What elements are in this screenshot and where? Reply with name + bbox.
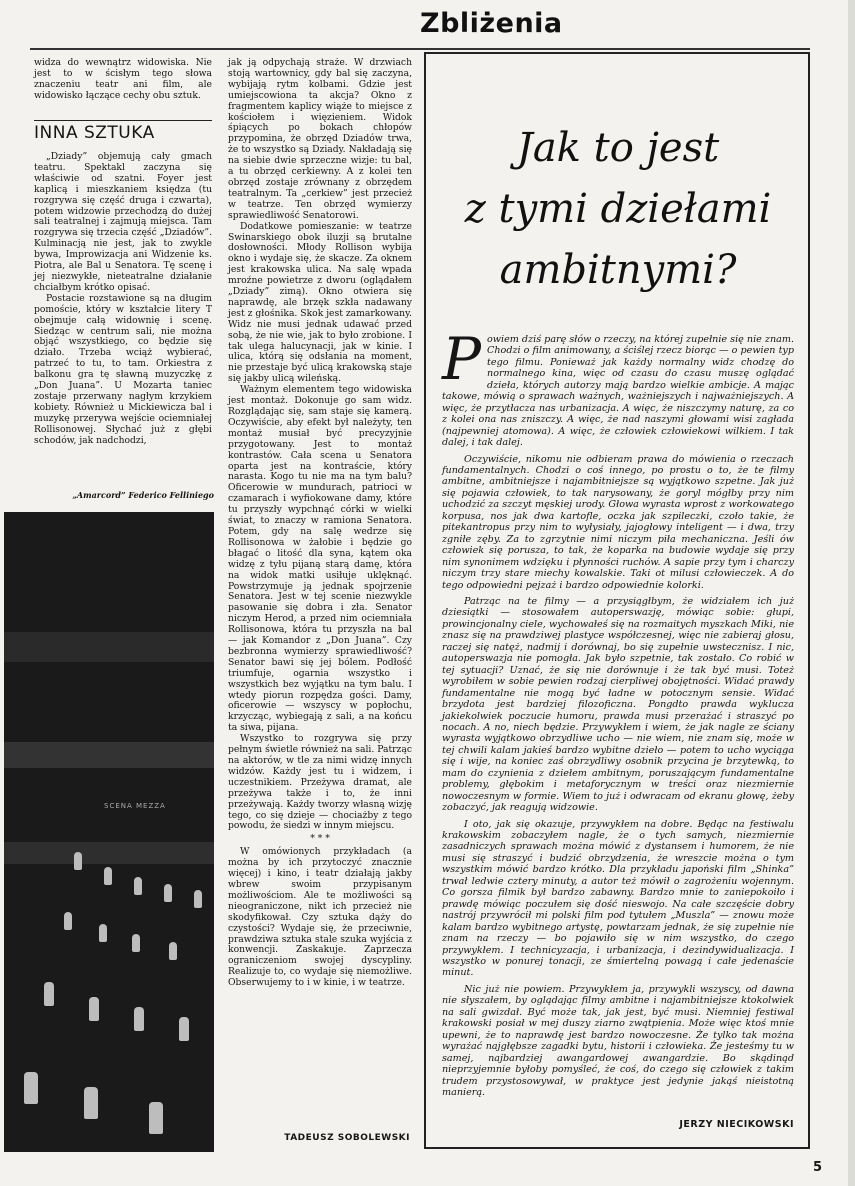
masthead: Zbliżenia <box>420 8 563 39</box>
paragraph-text: owiem dziś parę słów o rzeczy, na której zupełnie się nie znam. Chodzi o film animowany, a ściślej rzecz biorąc — o pewien typ tego filmu. Ponieważ jak każdy normalny widz chodzę do normalnego kina, więc od czasu do czasu muszę oglądać dzieła, których autorzy mają bardzo wielkie ambicje. A mając takowe, mówią o sprawach ważnych, ważniejszych i najważniejszych. A więc, że przytłacza nas urbanizacja. A więc, że niszczymy naturę, za co z kolei ona nas zniszczy. A więc, że nad naszymi głowami wisi zagłada (najpewniej atomowa). A więc, że człowiek człowiekowi wilkiem. I tak dalej, i tak dalej. <box>442 334 794 449</box>
title-line: ambitnymi? <box>499 247 737 293</box>
paragraph: Ważnym elementem tego widowiska jest montaż. Dokonuje go sam widz. Rozglądając się, sam staje się kamerą. Oczywiście, aby efekt był należyty, ten montaż musiał być precyzyjnie przygotowany. Jest to montaż kontrastów. Cała scena u Senatora oparta jest na kontraście, który narasta. Kogo tu nie ma na tym balu? Oficerowie w mundurach, patrioci w czamarach i wyfiokowane damy, które tu przyszły wypchnąć córki w wielki świat, to znaczy w ramiona Senatora. Potem, gdy na salę wedrze się Rollisonowa w żałobie i będzie go błagać o litość dla syna, kątem oka widzę z tyłu pijaną starą damę, która na widok matki usiłuje uklęknąć. Powstrzymuje ją jednak spojrzenie Senatora. Jest w tej scenie niezwykle pasowanie się dobra i zła. Senator niczym Herod, a przed nim ociemniała Rollisonowa, która tu przyszła na bal — jak Komandor z „Don Juana”. Czy bezbronna wymierzy sprawiedliwość? Senator bawi się jej bólem. Podłość triumfuje, ogarnia wszystko i wszystkich bez wyjątku na tym balu. I wtedy piorun rozpędza gości. Damy, oficerowie — wszyscy w popłochu, krzycząc, wybiegają z sali, a na końcu ta siwa, pijana. <box>228 384 412 734</box>
seat <box>194 890 202 908</box>
seat <box>164 884 172 902</box>
seat <box>24 1072 38 1104</box>
seat <box>74 852 82 870</box>
theatre-photo <box>4 512 214 1152</box>
paragraph: Oczywiście, nikomu nie odbieram prawa do mówienia o rzeczach fundamentalnych. Chodzi o coś innego, po prostu o to, że te filmy ambitne, ambitniejsze i najambitniejsze są wyjątkowo szpetne. Jak już się pojawia człowiek, to tak narysowany, że goryl mógłby przy nim uchodzić za szczyt męskiej urody. Głowa wyrasta wprost z workowatego korpusa, nos jak dwa kartofle, oczka jak szpileczki, czoło takie, że pitekantropus przy nim to wyłysiały, jajogłowy inteligent — i dwa, trzy zgniłe zęby. Za to zgrzytnie nimi niczym piła mechaniczna. Jeśli ów człowiek się porusza, to tak, że koparka na budowie wydaje się przy nim synonimem wdzięku i płynności ruchów. A sapie przy tym i charczy niczym trzy stare miechy kowalskie. Taki ot milusi człowieczek. A do tego odpowiedni pejzaż i bardzo odpowiednie kolorki. <box>442 453 794 591</box>
section-heading: INNA SZTUKA <box>34 120 212 143</box>
seat <box>132 934 140 952</box>
author-signature: TADEUSZ SOBOLEWSKI <box>284 1133 410 1143</box>
seat <box>64 912 72 930</box>
paragraph: Dodatkowe pomieszanie: w teatrze Swinarskiego obok iluzji są brutalne dosłowności. Młody Rollison wybija okno i wydaje się, że skacze. Za oknem jest krakowska ulica. Na salę wpada mroźne powietrze z dworu (oglądałem „Dziady” zimą). Okno otwiera się naprawdę, ale brzęk szkła nadawany jest z głośnika. Skok jest zamarkowany. Widz nie musi jednak udawać przed sobą, że nie wie, jak to było zrobione. I tak ulega halucynacji, jak w kinie. I ulica, którą się odsłania na moment, nie przestaje być ulicą krakowską staje się jakby ulicą wileńską. <box>228 220 412 385</box>
photo-band <box>4 742 214 768</box>
top-rule <box>30 48 810 50</box>
photo-caption: „Amarcord” Federico Felliniego <box>72 490 214 500</box>
seat <box>104 867 112 885</box>
seat <box>44 982 54 1006</box>
paragraph: W omówionych przykładach (a można by ich przytoczyć znacznie więcej) i kino, i teatr działają jakby wbrew swoim przypisanym możliwościom. Ale te możliwości są nieograniczone, nikt ich przecież nie skodyfikował. Czy sztuka dąży do czystości? Wydaje się, że przeciwnie, prawdziwa sztuka stale szuka wyjścia z konwencji. Zaskakuje. Zaprzecza ograniczeniom swojej dyscypliny. Realizuje to, co wydaje się niemożliwe. Obserwujemy to i w kinie, i w teatrze. <box>228 846 412 989</box>
separator: * * * <box>310 833 330 845</box>
page-number: 5 <box>812 1160 822 1175</box>
paragraph: „Dziady” objemują cały gmach teatru. Spektakl zaczyna się właściwie od szatni. Foyer jest kaplicą i mieszkaniem księdza (tu rozgrywa się część druga i czwarta), potem widzowie przechodzą do dużej sali teatralnej i zajmują miejsca. Tam rozgrywa się trzecia część „Dziadów”. Kulminacją nie jest, jak to zwykle bywa, Improwizacja ani Widzenie ks. Piotra, ale Bal u Senatora. Tę scenę i jej niezwykłe, nieteatralne działanie chciałbym krótko opisać. <box>34 151 212 293</box>
seat <box>99 924 107 942</box>
seat <box>179 1017 189 1041</box>
seat <box>149 1102 163 1134</box>
paragraph: jak ją odpychają straże. W drzwiach stoją wartownicy, gdy bal się zaczyna, wybijają rytm kolbami. Gdzie jest umiejscowiona ta akcja? Okno z fragmentem kaplicy wiąże to miejsce z kościołem i więzieniem. Widok śpiących po bokach chłopów przypomina, że obrzęd Dziadów trwa, że to wszystko są Dziady. Nakładają się na siebie dwie sprzeczne wizje: tu bal, a tu obrzęd cerkiewny. A z kolei ten obrzęd zostaje zrównany z obrzędem teatralnym. Ta „cerkiew” jest przecież w teatrze. Ten obrzęd wymierzy sprawiedliwość Senatorowi. <box>228 57 412 221</box>
column-2 <box>228 58 412 1158</box>
page-edge <box>848 0 855 1186</box>
drop-cap: P <box>442 325 482 393</box>
seat <box>89 997 99 1021</box>
boxed-article-signature: JERZY NIECIKOWSKI <box>679 1119 794 1130</box>
photo-band <box>4 632 214 662</box>
boxed-article-body <box>442 325 794 1103</box>
seat <box>134 877 142 895</box>
paragraph: Nic już nie powiem. Przywykłem ja, przywykli wszyscy, od dawna nie słyszałem, by oglądając filmy ambitne i najambitniejsze ktokolwiek na sali gwizdał. Być może tak, jak jest, być musi. Niemniej festiwal krakowski posiał w mej duszy ziarno zwątpienia. Może więc ktoś mnie upewni, że to naprawdę jest bardzo nowoczesne. Że tylko tak można wyrażać najgłębsze zagadki bytu, historii i człowieka. Że jesteśmy tu w samej, najbardziej awangardowej awangardzie. Bo skądinąd nieprzyjemnie byłoby pomyśleć, że coś, do czego się człowiek z takim trudem przystosowywał, w praktyce jest jedynie jakąś nieistotną manierą. <box>442 983 794 1098</box>
column-1-intro <box>34 58 212 102</box>
column-1-body <box>34 152 212 446</box>
paragraph: Wszystko to rozgrywa się przy pełnym świetle również na sali. Patrząc na aktorów, w tle za nimi widzę innych widzów. Każdy jest tu i widzem, i uczestnikiem. Przeżywa dramat, ale przeżywa także i to, że inni przeżywają. Każdy tworzy własną wizję tego, co się dzieje — chociażby z tego powodu, że siedzi w innym miejscu. <box>228 733 412 832</box>
photo-sign: SCENA MEZZA <box>104 802 166 810</box>
seat <box>134 1007 144 1031</box>
title-line: Jak to jest <box>516 125 720 171</box>
paragraph: Patrząc na te filmy — a przysiągłbym, że widziałem ich już dziesiątki — stosowałem autoperswazję, mówiąc sobie: głupi, prowincjonalny ciele, wychowałeś się na rozmaitych myszkach Miki, nie znasz się na prawdziwej plastyce współczesnej, więc nie zabieraj głosu, raczej się natęż, nadmij i dorównaj, bo się zupełnie uwstecznisz. I nic, autoperswazja nie pomogła. Jak było szpetnie, tak zostało. Co robić w tej sytuacji? Uznać, że się nie dorównuje i że tak być musi. Toteż wyrobiłem w sobie pewien rodzaj cierpliwej obojętności. Widać prawdy fundamentalne nie mogą być ładne w potocznym sensie. Widać brzydota jest bardziej filozoficzna. Pongdto prawda wyklucza jakiekolwiek poczucie humoru, prawda musi przerażać i straszyć po nocach. A no, niech będzie. Przywykłem i wiem, że jak nagle ze ściany wyrasta wyjątkowo obrzydliwe ucho — nie wiem, nie znam się, może w tej chwili kalam jakieś bardzo wybitne dzieło — potem to ucho wyciąga się i wije, na koniec zaś obrzydliwy osobnik przycina je brzytewką, to mam do czynienia z dziełem ambitnym, poruszającym fundamentalne problemy, głębokim i metaforycznym w treści oraz niezmiernie nowoczesnym w formie. Wiem to już i odwracam od ekranu głowę, żeby zobaczyć, jak reagują widzowie. <box>442 595 794 814</box>
paragraph: I oto, jak się okazuje, przywykłem na dobre. Będąc na festiwalu krakowskim zobaczyłem nagle, że o tych samych, niezmiernie zasadniczych sprawach można mówić z dystansem i humorem, że nie musi się straszyć i budzić obrzydzenia, że wreszcie można o tym wszystkim mówić bardzo krótko. Dla przykładu japoński film „Shinka” trwał ledwie cztery minuty, a autor też mówił o zagrożeniu wojennym. Co gorsza filmik był bardzo zabawny. Bardzo mnie to zaniepokoiło i prawdę mówiąc poczułem się dość nieswojo. Na całe szczęście dobry nastrój przywrócił mi polski film pod tytułem „Muszla” — znowu może kalam bardzo wybitnego artystę, powtarzam jednak, że się zupełnie nie znam na rzeczy — bo pojawiło się w nim wszystko, do czego przywykłem. I technicyzacja, i urbanizacja, i dezindywidualizacja. I wszystko w ponurej tonacji, ze śmiertelną powagą i całe jedenaście minut. <box>442 818 794 979</box>
title-line: z tymi dziełami <box>464 186 772 232</box>
boxed-article-title <box>430 118 806 301</box>
photo-band <box>4 842 214 864</box>
paragraph-first <box>442 325 794 449</box>
seat <box>84 1087 98 1119</box>
intro-paragraph: widza do wewnątrz widowiska. Nie jest to w ścisłym tego słowa znaczeniu teatr ani film, ale widowisko łączące cechy obu sztuk. <box>34 57 212 101</box>
seat <box>169 942 177 960</box>
paragraph: Postacie rozstawione są na długim pomoście, który w kształcie litery T obejmuje całą widownię i scenę. Siedząc w centrum sali, nie można objąć wszystkiego, co będzie się działo. Trzeba wciąż wybierać, patrzeć to tu, to tam. Orkiestra z balkonu gra tę sławną muzyczkę z „Don Juana”. U Mozarta taniec zostaje przerwany nagłym krzykiem kobiety. Również u Mickiewicza bal i muzykę przerywa wejście ociemniałej Rollisonowej. Słychać już z głębi schodów, jak nadchodzi, <box>34 292 212 446</box>
